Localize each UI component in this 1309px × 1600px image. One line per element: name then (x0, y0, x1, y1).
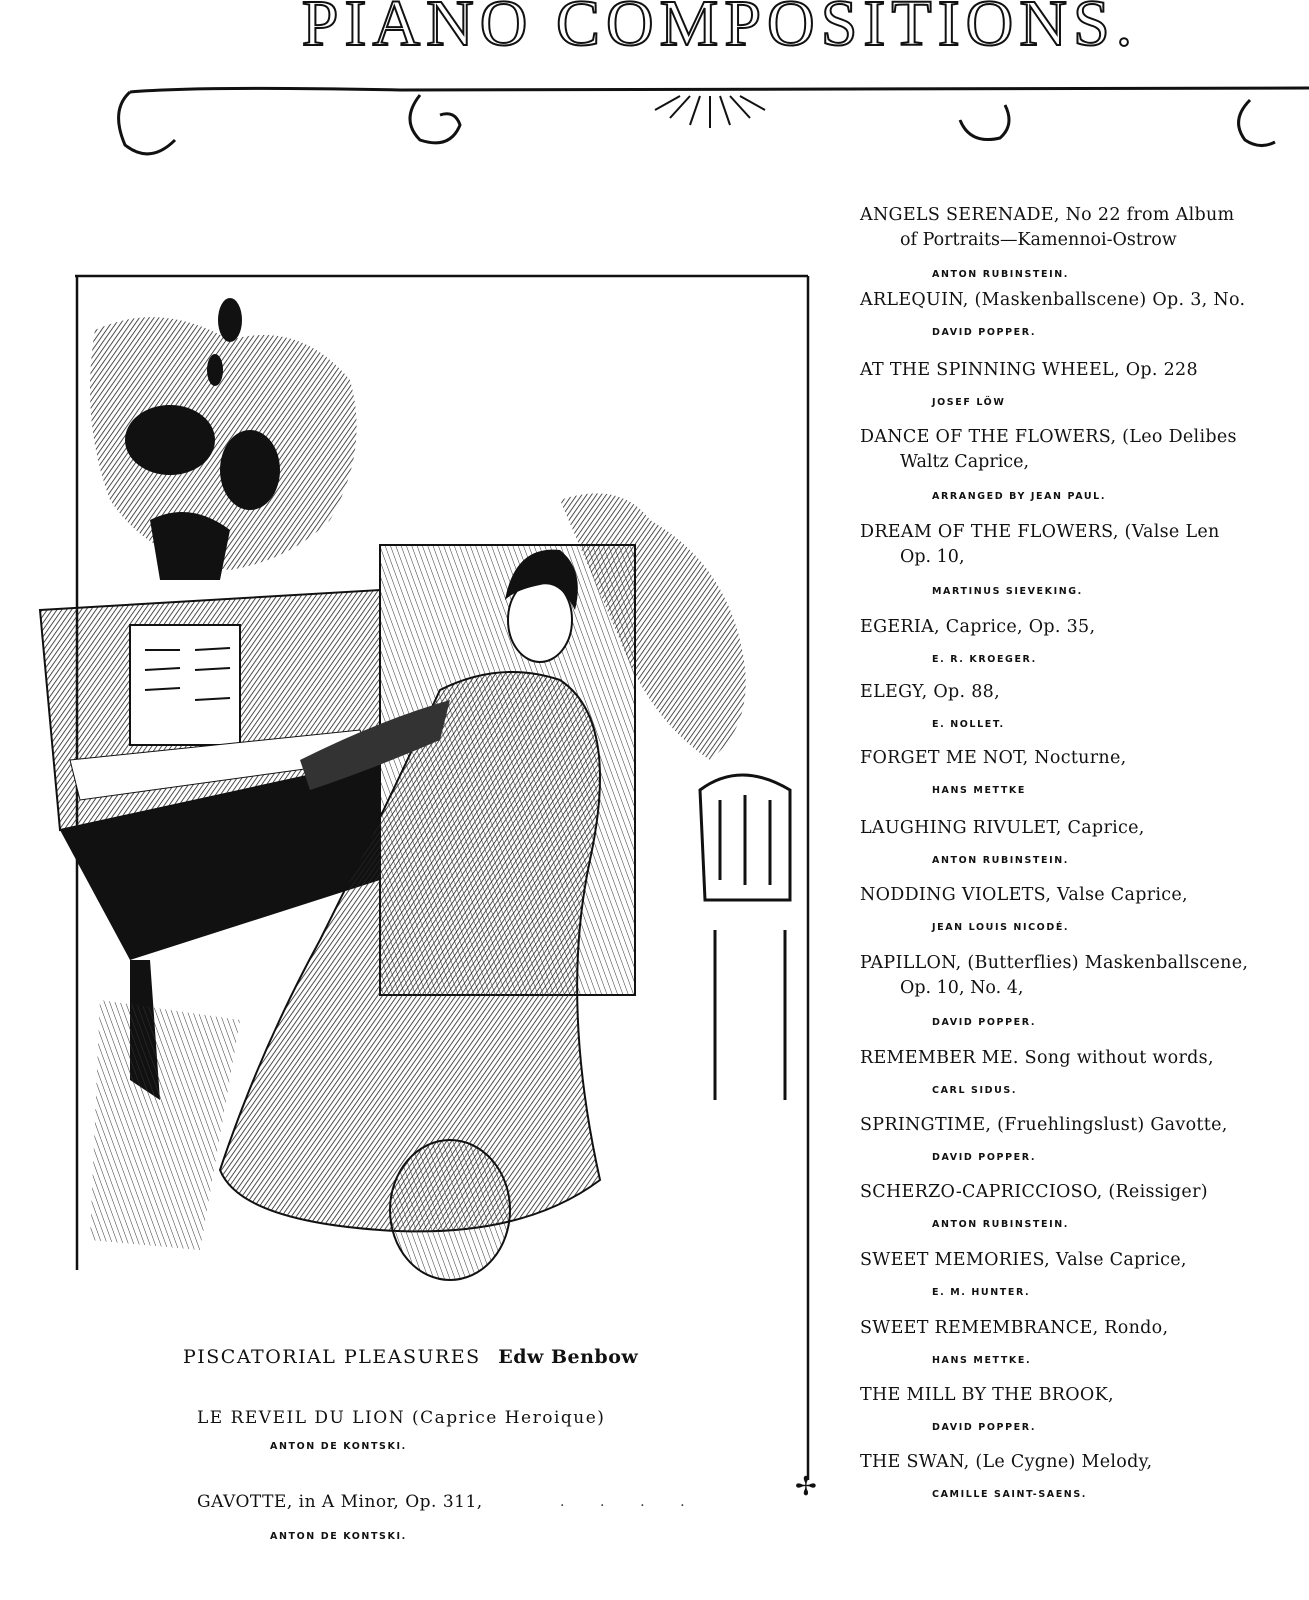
entry-title: LAUGHING RIVULET, Caprice, (860, 818, 1145, 838)
entry-composer: JOSEF LÖW (932, 397, 1006, 408)
entry-title: REMEMBER ME. Song without words, (860, 1048, 1214, 1068)
entry-title: ARLEQUIN, (Maskenballscene) Op. 3, No. (860, 290, 1246, 310)
left-entry-piscatorial (183, 1346, 638, 1368)
entry-composer: HANS METTKE (932, 785, 1026, 796)
entry-title: ANGELS SERENADE, No 22 from Album (860, 205, 1235, 225)
entry-composer: ANTON DE KONTSKI. (270, 1531, 407, 1542)
entry-title: DANCE OF THE FLOWERS, (Leo Delibes (860, 427, 1237, 447)
entry-title-continued: Op. 10, (900, 547, 965, 567)
fan (390, 1140, 510, 1280)
entry-title: SCHERZO-CAPRICCIOSO, (Reissiger) (860, 1182, 1208, 1202)
entry-title: PISCATORIAL PLEASURES (183, 1346, 481, 1368)
entry-title: THE MILL BY THE BROOK, (860, 1385, 1114, 1405)
entry-composer: ANTON RUBINSTEIN. (932, 269, 1069, 280)
page-title: PIANO COMPOSITIONS. (301, 0, 1139, 60)
entry-composer: CARL SIDUS. (932, 1085, 1018, 1096)
entry-title: SWEET REMEMBRANCE, Rondo, (860, 1318, 1169, 1338)
foliage (90, 298, 357, 580)
entry-composer: CAMILLE SAINT-SAENS. (932, 1489, 1088, 1500)
entry-composer: ANTON DE KONTSKI. (270, 1441, 407, 1452)
entry-composer: E. R. KROEGER. (932, 654, 1037, 665)
entry-composer: DAVID POPPER. (932, 1017, 1037, 1028)
entry-title: FORGET ME NOT, Nocturne, (860, 748, 1127, 768)
entry-title: SPRINGTIME, (Fruehlingslust) Gavotte, (860, 1115, 1228, 1135)
entry-title: NODDING VIOLETS, Valse Caprice, (860, 885, 1188, 905)
entry-composer: E. M. HUNTER. (932, 1287, 1031, 1298)
entry-title: AT THE SPINNING WHEEL, Op. 228 (860, 360, 1198, 380)
entry-title: LE REVEIL DU LION (Caprice Heroique) (197, 1408, 606, 1428)
entry-title: GAVOTTE, in A Minor, Op. 311, (197, 1492, 483, 1512)
chair (700, 775, 790, 1100)
entry-composer: ANTON RUBINSTEIN. (932, 855, 1069, 866)
entry-composer: DAVID POPPER. (932, 1152, 1037, 1163)
entry-title-continued: of Portraits—Kamennoi-Ostrow (900, 230, 1177, 250)
entry-title-continued: Waltz Caprice, (900, 452, 1030, 472)
entry-composer: ANTON RUBINSTEIN. (932, 1219, 1069, 1230)
entry-composer: E. NOLLET. (932, 719, 1005, 730)
frame-end-ornament-icon: ✢ (795, 1472, 817, 1502)
floor-shadow (90, 1000, 240, 1250)
entry-title: PAPILLON, (Butterflies) Maskenballscene, (860, 953, 1249, 973)
entry-title: EGERIA, Caprice, Op. 35, (860, 617, 1096, 637)
entry-title: DREAM OF THE FLOWERS, (Valse Len (860, 522, 1220, 542)
entry-title-continued: Op. 10, No. 4, (900, 978, 1024, 998)
entry-composer: MARTINUS SIEVEKING. (932, 586, 1083, 597)
entry-title: SWEET MEMORIES, Valse Caprice, (860, 1250, 1187, 1270)
entry-composer: DAVID POPPER. (932, 327, 1037, 338)
entry-composer: Edw Benbow (498, 1346, 639, 1368)
entry-title: THE SWAN, (Le Cygne) Melody, (860, 1452, 1153, 1472)
entry-composer: ARRANGED BY JEAN PAUL. (932, 491, 1107, 502)
entry-composer: DAVID POPPER. (932, 1422, 1037, 1433)
entry-composer: JEAN LOUIS NICODÉ. (932, 922, 1070, 933)
entry-title: ELEGY, Op. 88, (860, 682, 1000, 702)
entry-composer: HANS METTKE. (932, 1355, 1032, 1366)
leader-dots: . . . . (560, 1494, 685, 1510)
